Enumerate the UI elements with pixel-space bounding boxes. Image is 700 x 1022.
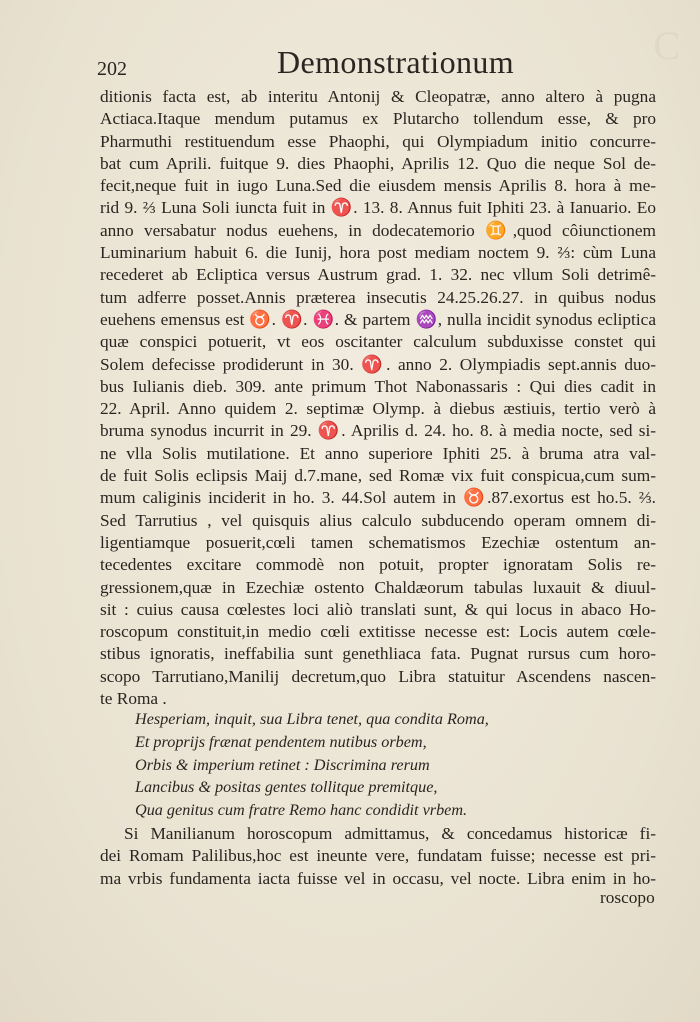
text-line: te Roma . [100,689,167,709]
text-line: de fuit Solis eclipsis Maij d.7.mane, sed Romæ vix fuit conspicua,cum sum- [100,466,656,486]
text-line: fecit,neque fuit in iugo Luna.Sed die eiusdem mensis Aprilis 8. hora à me- [100,176,656,196]
text-line: dei Romam Palilibus,hoc est ineunte vere, fundatam fuisse; necesse est pri- [100,846,656,866]
text-line: rid 9. ⅔ Luna Soli iuncta fuit in ♈. 13. 8. Annus fuit Iphiti 23. à Ianuario. Eo [100,198,656,218]
closing-paragraph [100,823,656,890]
text-line: gressionem,quæ in Ezechiæ ostento Chaldæorum tabulas luxauit & diuul- [100,577,656,597]
text-line: roscopum constituit,in medio cœli extitisse necesse est: Locis autem cœle- [100,622,656,642]
text-line: quæ conspici potuerit, vt eos oscitanter calculum subduxisse constet qui [100,332,656,352]
verse-line: Et proprijs frænat pendentem nutibus orbem, [135,732,427,751]
text-line: bat cum Aprili. fuitque 9. dies Phaophi, Aprilis 12. Quo die neque Sol de- [100,153,656,173]
text-line: ne vlla Solis mutilatione. Et anno superiore Iphiti 25. à bruma atra val- [100,443,656,463]
verse-quotation [135,708,489,822]
text-line: tum adferre posset.Annis præterea insecutis 24.25.26.27. in quibus nodus [100,287,656,307]
verse-line: Orbis & imperium retinet : Discrimina rerum [135,755,430,774]
running-title: Demonstrationum [277,44,515,80]
text-line: Sed Tarrutius , vel quisquis alius calculo subducendo operam omnem di- [100,510,656,530]
text-line: anno versabatur nodus euehens, in dodecatemorio ♊,quod côiunctionem [100,220,656,240]
text-line: sit : cuius causa cœlestes loci aliò translati sunt, & qui locus in abaco Ho- [100,599,656,619]
verse-line: Hesperiam, inquit, sua Libra tenet, qua condita Roma, [135,710,489,728]
text-line: Solem defecisse prodiderunt in 30. ♈. anno 2. Olympiadis sept.annis duo- [100,354,656,374]
text-line: euehens emensus est ♉. ♈. ♓. & partem ♒, nulla incidit synodus ecliptica [100,309,656,329]
text-line: recederet ab Ecliptica versus Austrum grad. 1. 32. nec vllum Soli detrimê- [100,265,656,285]
text-line: mum caliginis inciderit in ho. 3. 44.Sol autem in ♉.87.exortus est ho.5. ⅔. [100,488,656,508]
text-line: ma vrbis fundamenta iacta fuisse vel in occasu, vel nocte. Libra enim in ho- [100,868,656,888]
main-text [100,86,656,710]
text-line: Actiaca.Itaque mendum putamus ex Plutarcho tollendum esse, & pro [100,109,656,129]
page-number: 202 [97,58,127,80]
text-line: bruma synodus incurrit in 29. ♈. Aprilis d. 24. ho. 8. à media nocte, sed si- [100,421,656,441]
text-line: bus Iulianis dieb. 309. ante primum Thot Nabonassaris : Qui dies cadit in [100,376,656,396]
text-line: Si Manilianum horoscopum admittamus, & concedamus historicæ fi- [124,824,656,843]
verse-line: Lancibus & positas gentes tollitque premitque, [135,778,438,797]
page-header [97,44,660,84]
text-line: Luminarium habuit 6. die Iunij, hora post mediam noctem 9. ⅔: cùm Luna [100,243,656,263]
text-line: ditionis facta est, ab interitu Antonij & Cleopatræ, anno altero à pugna [100,87,656,106]
text-line: scopo Tarrutiano,Manilij decretum,quo Libra statuitur Ascendens nascen- [100,666,656,686]
verse-line: Qua genitus cum fratre Remo hanc condidit vrbem. [135,801,468,820]
bleed-through-letter: C [653,23,680,68]
text-line: ligentiamque posuerit,cœli tamen schematismos Ezechiæ ostentum an- [100,532,656,552]
text-line: stibus ignoratis, ineffabilia sunt genethliaca fata. Pugnat rursus cum horo- [100,644,656,664]
catchword: roscopo [600,888,655,907]
text-line: Pharmuthi restituendum esse Phaophi, qui Olympiadum initio concurre- [100,131,656,151]
text-line: tecedentes excitare commodè non potuit, propter ignoratam Solis re- [100,555,656,575]
text-line: 22. April. Anno quidem 2. septimæ Olymp. à diebus æstiuis, tertio verò à [100,399,656,419]
